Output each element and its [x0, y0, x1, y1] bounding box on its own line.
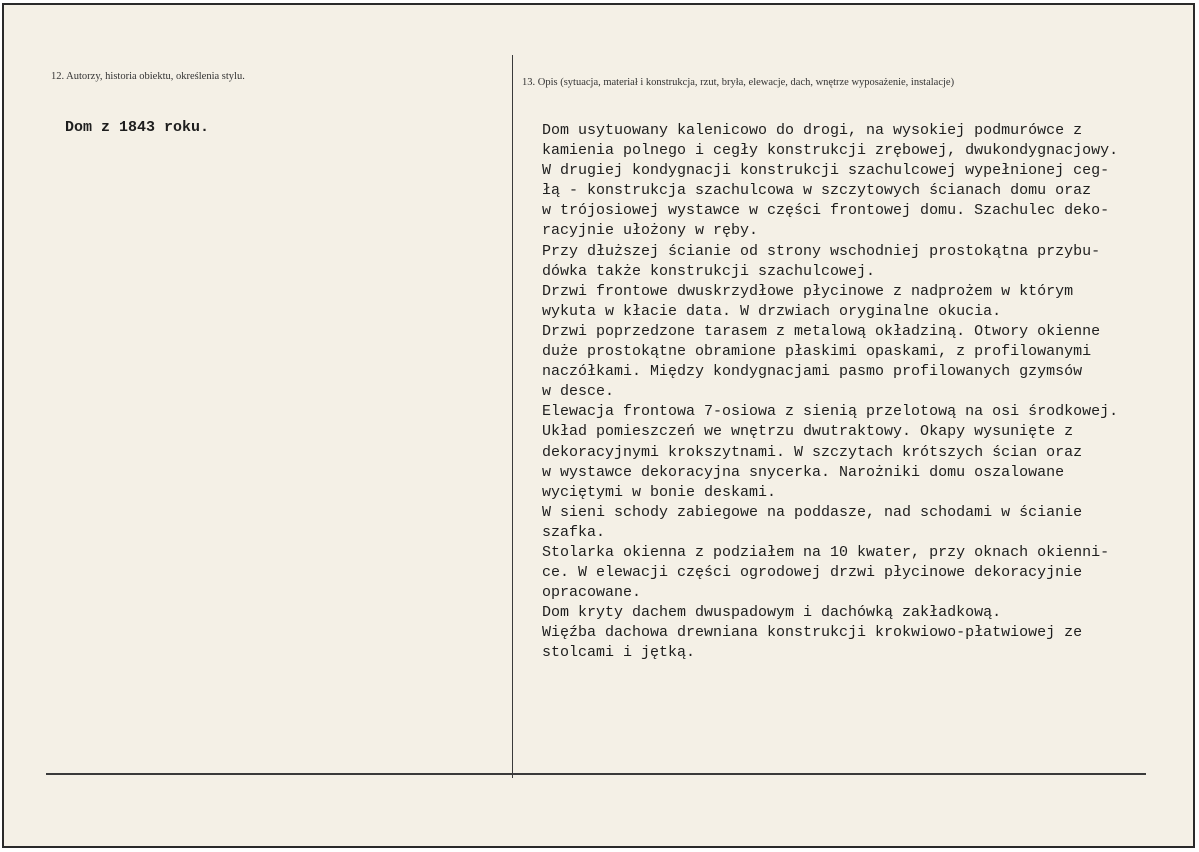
vertical-divider — [512, 55, 513, 778]
description-line: w desce. — [542, 383, 615, 401]
description-line: wyciętymi w bonie deskami. — [542, 483, 777, 501]
section-13-header: 13. Opis (sytuacja, materiał i konstrukcja, rzut, bryła, elewacje, dach, wnętrze wyposażenie, instalacje) — [522, 77, 955, 88]
description-line: Układ pomieszczeń we wnętrzu dwutraktowy. Okapy wysunięte z — [542, 423, 1074, 441]
section-12-header: 12. Autorzy, historia obiektu, określenia stylu. — [51, 71, 245, 82]
description-line: łą - konstrukcja szachulcowa w szczytowych ścianach domu oraz — [542, 182, 1092, 200]
description-line: Stolarka okienna z podziałem na 10 kwater, przy oknach okienni- — [542, 543, 1110, 561]
description-line: Elewacja frontowa 7-osiowa z sienią przelotową na osi środkowej. — [542, 403, 1119, 421]
description-line: opracowane. — [542, 584, 642, 602]
description-line: Przy dłuższej ścianie od strony wschodniej prostokątna przybu- — [542, 242, 1101, 260]
section-12-text: Dom z 1843 roku. — [65, 119, 210, 136]
description-line: stolcami i jętką. — [542, 644, 696, 662]
section-13-description — [542, 121, 1118, 664]
description-line: Więźba dachowa drewniana konstrukcji krokwiowo-płatwiowej ze — [542, 624, 1083, 642]
description-line: ce. W elewacji części ogrodowej drzwi płycinowe dekoracyjnie — [542, 564, 1083, 582]
description-line: w trójosiowej wystawce w części frontowej domu. Szachulec deko- — [542, 202, 1110, 220]
description-line: w wystawce dekoracyjna snycerka. Narożniki domu oszalowane — [542, 463, 1065, 481]
description-line: Drzwi frontowe dwuskrzydłowe płycinowe z nadprożem w którym — [542, 282, 1074, 300]
description-line: wykuta w kłacie data. W drzwiach oryginalne okucia. — [542, 302, 1002, 320]
description-line: Dom kryty dachem dwuspadowym i dachówką zakładkową. — [542, 604, 1002, 622]
description-line: racyjnie ułożony w ręby. — [542, 222, 759, 240]
description-line: Dom usytuowany kalenicowo do drogi, na wysokiej podmurówce z — [542, 122, 1083, 139]
description-line: W drugiej kondygnacji konstrukcji szachulcowej wypełnionej ceg- — [542, 162, 1110, 180]
description-line: dówka także konstrukcji szachulcowej. — [542, 262, 876, 280]
description-line: naczółkami. Między kondygnacjami pasmo profilowanych gzymsów — [542, 363, 1083, 381]
description-line: Drzwi poprzedzone tarasem z metalową okładziną. Otwory okienne — [542, 322, 1101, 340]
bottom-rule — [46, 773, 1146, 775]
document-sheet — [2, 3, 1195, 848]
description-line: kamienia polnego i cegły konstrukcji zrębowej, dwukondygnacjowy. — [542, 142, 1119, 160]
description-line: szafka. — [542, 523, 606, 541]
description-line: W sieni schody zabiegowe na poddasze, nad schodami w ścianie — [542, 503, 1083, 521]
description-line: duże prostokątne obramione płaskimi opaskami, z profilowanymi — [542, 343, 1092, 361]
description-line: dekoracyjnymi krokszytnami. W szczytach krótszych ścian oraz — [542, 443, 1083, 461]
